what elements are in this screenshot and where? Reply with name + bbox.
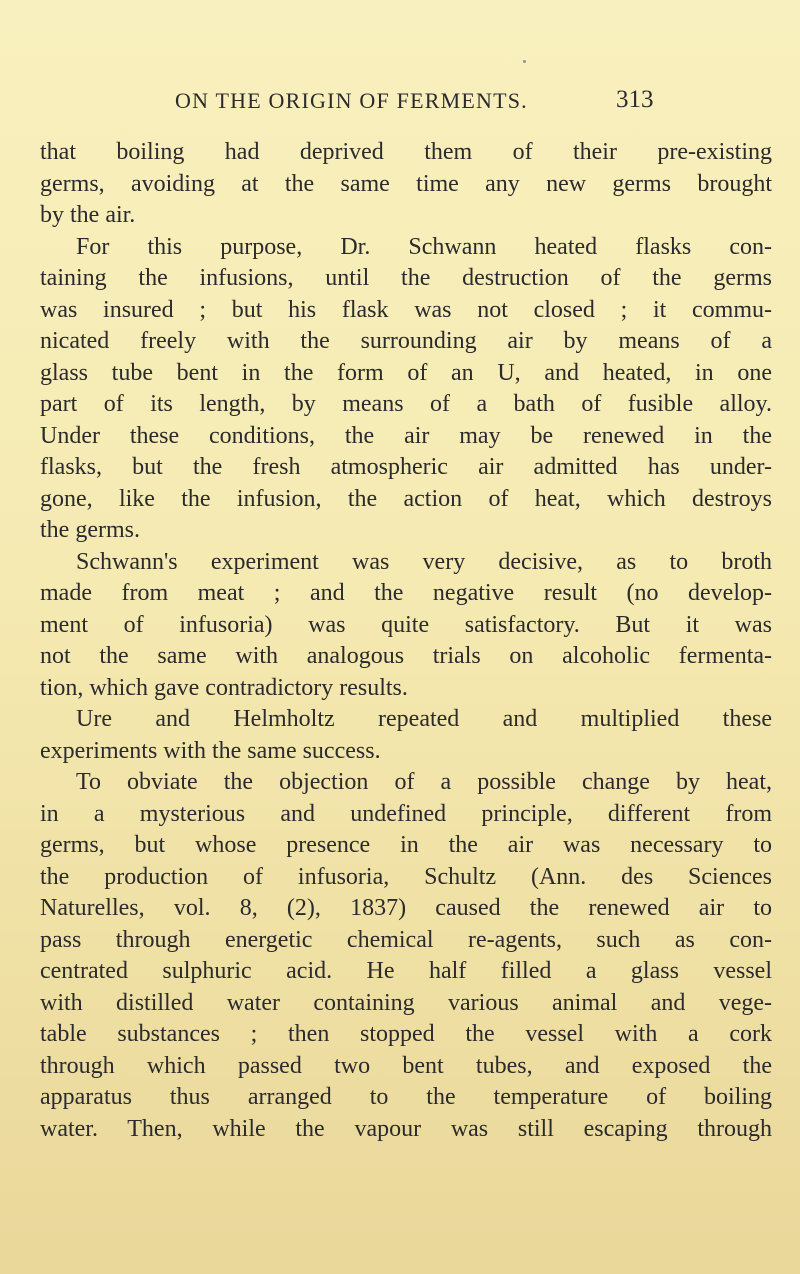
text-line: taining the infusions, until the destruction of the germs — [40, 265, 772, 291]
text-line: ment of infusoria) was quite satisfactory. But it was — [40, 611, 772, 638]
page-number: 313 — [616, 86, 654, 113]
text-line: through which passed two bent tubes, and exposed the — [40, 1052, 772, 1079]
text-line: table substances ; then stopped the vessel with a cork — [40, 1021, 772, 1047]
text-line: not the same with analogous trials on alcoholic fermenta- — [40, 643, 772, 669]
text-line: germs, but whose presence in the air was necessary to — [40, 832, 772, 858]
text-line: For this purpose, Dr. Schwann heated flasks con- — [76, 233, 772, 260]
text-line: in a mysterious and undefined principle, different from — [40, 800, 772, 827]
text-line: part of its length, by means of a bath of fusible alloy. — [40, 391, 772, 417]
text-line: with distilled water containing various animal and vege- — [40, 989, 772, 1016]
text-line: flasks, but the fresh atmospheric air admitted has under- — [40, 454, 772, 480]
text-line: the production of infusoria, Schultz (Ann. des Sciences — [40, 863, 772, 890]
text-line: centrated sulphuric acid. He half filled a glass vessel — [40, 958, 772, 984]
text-line: made from meat ; and the negative result (no develop- — [40, 580, 772, 606]
text-line: apparatus thus arranged to the temperature of boiling — [40, 1084, 772, 1110]
text-line: was insured ; but his flask was not closed ; it commu- — [40, 296, 772, 323]
text-line: experiments with the same success. — [40, 737, 381, 764]
text-line: To obviate the objection of a possible change by heat, — [76, 769, 772, 795]
text-line: germs, avoiding at the same time any new germs brought — [40, 170, 772, 197]
text-line: Schwann's experiment was very decisive, as to broth — [76, 548, 772, 575]
text-line: water. Then, while the vapour was still escaping through — [40, 1115, 772, 1142]
text-line: gone, like the infusion, the action of heat, which destroys — [40, 485, 772, 512]
running-head: ON THE ORIGIN OF FERMENTS. — [175, 88, 528, 113]
text-line: by the air. — [40, 202, 136, 228]
text-line: Naturelles, vol. 8, (2), 1837) caused the renewed air to — [40, 895, 772, 921]
text-line: that boiling had deprived them of their pre-existing — [40, 139, 772, 165]
page-speck — [523, 60, 526, 63]
text-line: Ure and Helmholtz repeated and multiplied these — [76, 706, 772, 732]
text-line: tion, which gave contradictory results. — [40, 674, 408, 701]
text-line: Under these conditions, the air may be renewed in the — [40, 422, 772, 449]
body-text — [40, 137, 772, 1145]
text-line: nicated freely with the surrounding air by means of a — [40, 328, 772, 354]
text-line: glass tube bent in the form of an U, and heated, in one — [40, 359, 772, 386]
text-line: pass through energetic chemical re-agents, such as con- — [40, 926, 772, 953]
text-line: the germs. — [40, 517, 140, 543]
